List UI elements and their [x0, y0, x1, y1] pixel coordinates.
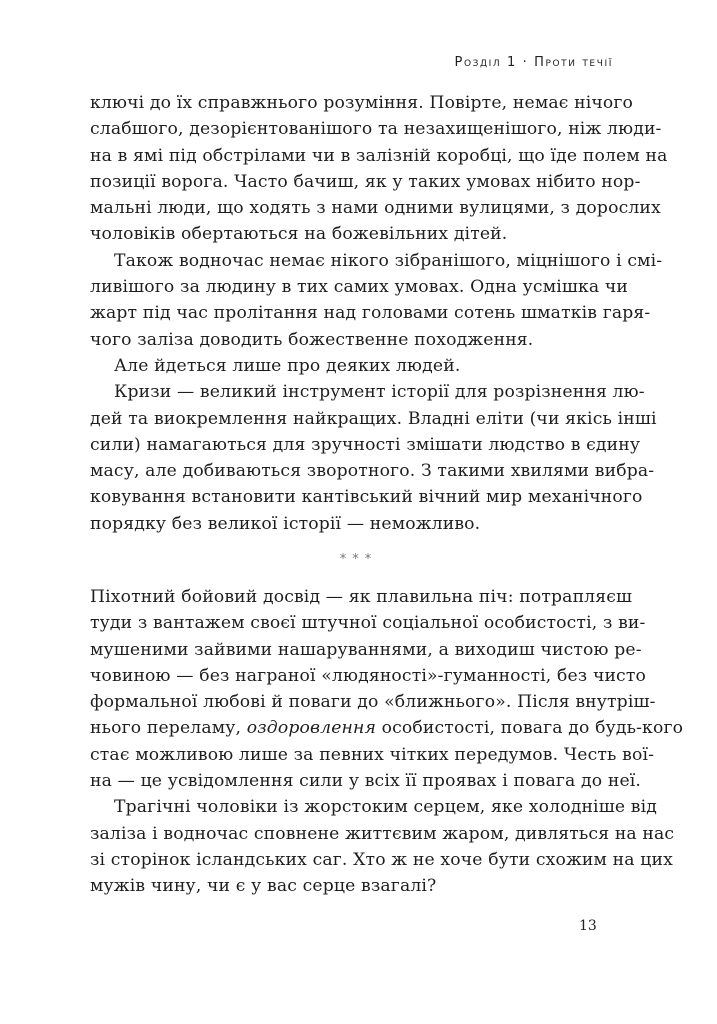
section-1-text — [90, 90, 668, 537]
text-line: Кризи — великий інструмент історії для розрізнення лю- — [114, 382, 645, 403]
text-line: мушеними зайвими нашаруваннями, а виходиш чистою ре- — [90, 639, 642, 660]
text-line: ливішого за людину в тих самих умовах. Одна усмішка чи — [90, 277, 629, 298]
text-line: ковування встановити кантівський вічний мир механічного — [90, 487, 643, 508]
section-2-text — [90, 584, 684, 900]
running-head: Розділ 1 · Проти течії — [454, 55, 613, 70]
text-line: ключі до їх справжнього розуміння. Повірте, немає нічого — [90, 93, 634, 113]
text-segment: особистості, повага до будь-кого — [376, 718, 684, 739]
text-line: позиції ворога. Часто бачиш, як у таких умовах нібито нор- — [90, 171, 641, 192]
text-line: на в ямі під обстрілами чи в залізній коробці, що їде полем на — [90, 145, 668, 166]
text-line: чого заліза доводить божественне походження. — [90, 329, 534, 350]
text-line: порядку без великої історії — неможливо. — [90, 513, 481, 534]
text-segment: нього переламу, — [90, 718, 247, 739]
text-line: слабшого, дезорієнтованішого та незахищенішого, ніж люди- — [90, 119, 662, 140]
text-line: масу, але добиваються зворотного. З такими хвилями вибра- — [90, 461, 655, 482]
text-line: Також водночас немає нікого зібранішого, міцнішого і смі- — [114, 250, 663, 271]
text-line: стає можливою лише за певних чітких передумов. Честь вої- — [90, 744, 655, 765]
emphasized-word: оздоровлення — [246, 718, 377, 739]
page-number: 13 — [579, 918, 597, 934]
section-separator: *** — [339, 552, 378, 567]
text-line: чоловіків обертаються на божевільних дітей. — [90, 224, 508, 245]
text-line: формальної любові й поваги до «ближнього». Після внутріш- — [90, 692, 656, 713]
text-line: заліза і водночас сповнене життєвим жаром, дивляться на нас — [90, 823, 675, 844]
text-line: мальні люди, що ходять з нами одними вулицями, з дорослих — [90, 198, 661, 219]
text-line: човиною — без награної «людяності»-гуманності, без чисто — [90, 665, 646, 686]
text-line: Піхотний бойовий досвід — як плавильна піч: потрапляєш — [90, 587, 633, 607]
text-line: Трагічні чоловіки із жорстоким серцем, яке холодніше від — [114, 797, 657, 818]
text-line: сили) намагаються для зручності змішати людство в єдину — [90, 434, 641, 455]
text-line: на — це усвідомлення сили у всіх її проявах і повага до неї. — [90, 771, 642, 792]
text-line: мужів чину, чи є у вас серце взагалі? — [90, 876, 437, 897]
text-line: жарт під час пролітання над головами сотень шматків гаря- — [90, 303, 651, 324]
text-line: Але йдеться лише про деяких людей. — [114, 355, 461, 376]
text-line: дей та виокремлення найкращих. Владні еліти (чи якісь інші — [90, 408, 657, 429]
text-line-with-emphasis — [90, 715, 684, 741]
text-line: туди з вантажем своєї штучної соціальної особистості, з ви- — [90, 613, 646, 634]
text-line: зі сторінок ісландських саг. Хто ж не хоче бути схожим на цих — [90, 849, 673, 870]
